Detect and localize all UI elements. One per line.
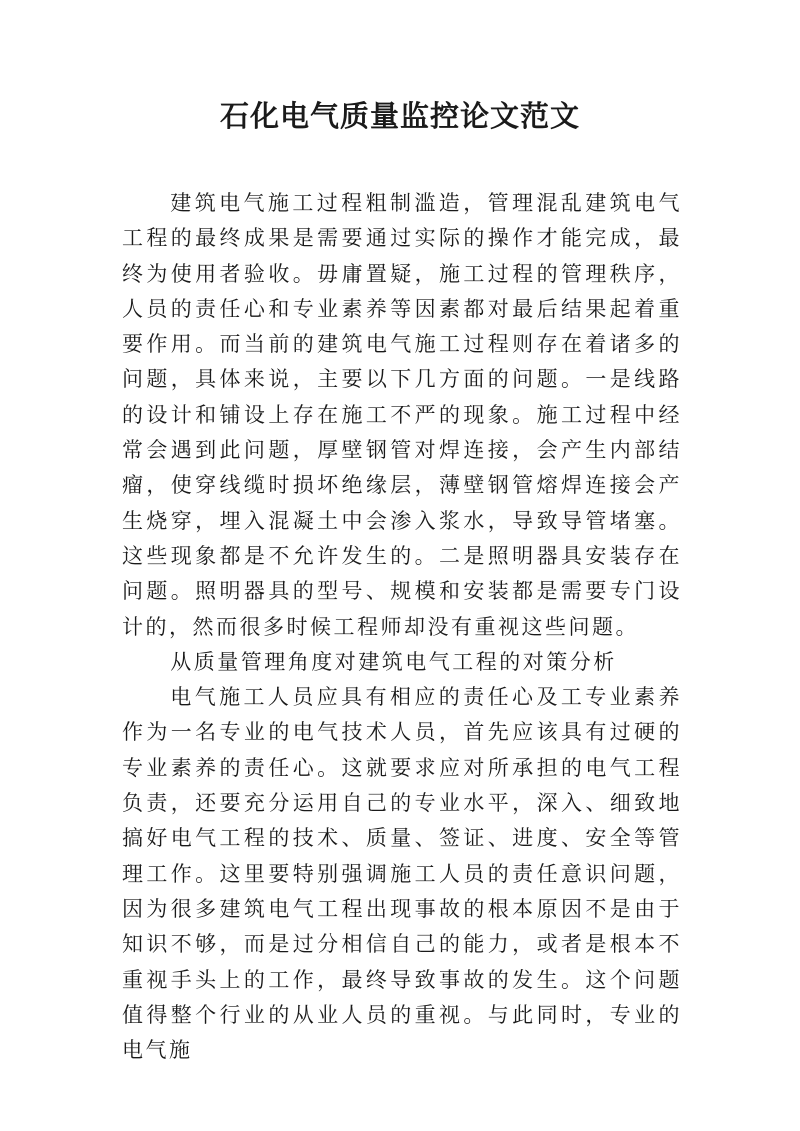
section-heading: 从质量管理角度对建筑电气工程的对策分析	[170, 649, 617, 674]
paragraph-intro: 建筑电气施工过程粗制滥造，管理混乱建筑电气工程的最终成果是需要通过实际的操作才能完成，最终为使用者验收。毋庸置疑，施工过程的管理秩序，人员的责任心和专业素养等因素都对最后结果起着重要作用。而当前的建筑电气施工过程则存在着诸多的问题，具体来说，主要以下几方面的问题。一是线路的设计和铺设上存在施工不严的现象。施工过程中经常会遇到此问题，厚壁钢管对焊连接，会产生内部结瘤，使穿线缆时损坏绝缘层，薄壁钢管熔焊连接会产生烧穿，埋入混凝土中会渗入浆水，导致导管堵塞。这些现象都是不允许发生的。二是照明器具安装存在问题。照明器具的型号、规模和安装都是需要专门设计的，然而很多时候工程师却没有重视这些问题。	[122, 191, 682, 639]
paragraph-responsibility: 电气施工人员应具有相应的责任心及工专业素养作为一名专业的电气技术人员，首先应该具有过硬的专业素养的责任心。这就要求应对所承担的电气工程负责，还要充分运用自己的专业水平，深入、细致地搞好电气工程的技术、质量、签证、进度、安全等管理工作。这里要特别强调施工人员的责任意识问题，因为很多建筑电气工程出现事故的根本原因不是由于知识不够，而是过分相信自己的能力，或者是根本不重视手头上的工作，最终导致事故的发生。这个问题值得整个行业的从业人员的重视。与此同时，专业的电气施	[122, 685, 682, 1063]
document-body	[122, 186, 682, 1068]
document-title: 石化电气质量监控论文范文	[219, 99, 580, 133]
